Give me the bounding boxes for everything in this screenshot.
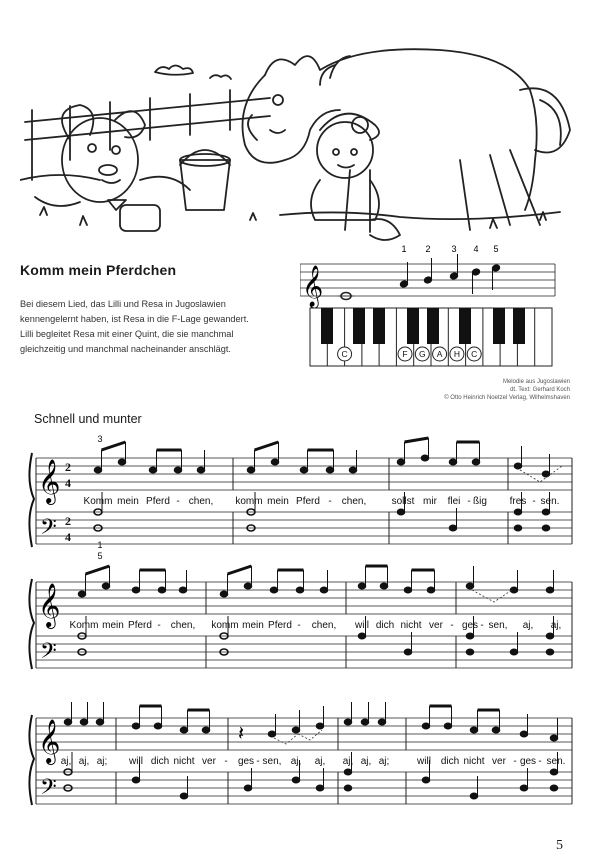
key-label-c-high: C (471, 349, 478, 359)
grand-staff-brace (29, 453, 34, 547)
fingering-number: 1 (97, 540, 103, 550)
key-label-h: H (453, 349, 460, 359)
lyric-syllable: ges (237, 756, 255, 767)
lyric-syllable: dich (375, 620, 395, 631)
lyric-syllable: nicht (463, 756, 485, 767)
bass-clef-icon: 𝄢 (40, 514, 57, 544)
finger-number: 1 (401, 244, 407, 254)
lyric-syllable: Komm (83, 496, 113, 507)
lyric-hyphen: - (157, 620, 161, 631)
intro-line: gleichzeitig und manchmal nacheinander anschlägt. (20, 344, 231, 354)
lyric-hyphen: - (480, 620, 484, 631)
lyric-hyphen: - (538, 756, 542, 767)
mouse-character-drawing (35, 105, 190, 231)
lyric-syllable: will (129, 756, 143, 767)
melody-notes (78, 566, 554, 597)
lyric-syllable: dich (440, 756, 460, 767)
lyric-syllable: mein (242, 620, 264, 631)
intro-text (20, 297, 282, 357)
lyric-syllable: aj, (78, 756, 90, 767)
lyric-syllable: ßig (473, 496, 487, 507)
lyric-syllable: mein (267, 496, 289, 507)
lyric-hyphen: - (256, 756, 260, 767)
lyric-syllable: chen, (170, 620, 196, 631)
time-signature-top: 2 (65, 514, 71, 528)
lyric-syllable: will (355, 620, 369, 631)
fingering-number: 3 (97, 434, 103, 444)
treble-clef-icon: 𝄞 (38, 585, 61, 627)
music-system-3 (28, 700, 576, 820)
lyric-syllable: ver (429, 620, 443, 631)
lyric-syllable: ges (461, 620, 479, 631)
intro-line: Lilli begleitet Resa mit einer Quint, die sie manchmal (20, 329, 234, 339)
lyric-syllable: aj, (360, 756, 372, 767)
treble-clef-icon: 𝄞 (38, 461, 61, 503)
lyric-hyphen: - (450, 620, 454, 631)
lyric-syllable: nicht (173, 756, 195, 767)
cloud-drawing (155, 66, 193, 75)
lyric-hyphen: - (224, 756, 228, 767)
key-label-c-low: C (341, 349, 348, 359)
time-signature-bottom: 4 (65, 476, 71, 490)
key-label-a: A (436, 349, 443, 359)
credit-line: dt. Text: Gerhard Koch (510, 387, 570, 393)
lyric-syllable: will (417, 756, 431, 767)
lyric-syllable: sollst (391, 496, 415, 507)
finger-number: 4 (473, 244, 479, 254)
quarter-rest-icon: 𝄽 (238, 723, 245, 745)
finger-number: 2 (425, 244, 431, 254)
grand-staff-brace (29, 715, 34, 805)
key-label-f: F (402, 349, 408, 359)
grand-staff-brace (29, 579, 34, 669)
time-signature-top: 2 (65, 460, 71, 474)
finger-number: 3 (451, 244, 457, 254)
treble-clef-icon: 𝄞 (302, 266, 324, 307)
music-system-2 (28, 564, 576, 684)
lyric-syllable: aj, (314, 756, 326, 767)
lyric-syllable: aj, (522, 620, 534, 631)
illustration-horse-and-children (20, 30, 580, 245)
lyric-syllable: mein (117, 496, 139, 507)
finger-number: 5 (493, 244, 499, 254)
lyric-syllable: aj; (378, 756, 390, 767)
lyric-hyphen: - (297, 620, 301, 631)
bass-staff (36, 636, 572, 668)
music-system-1 (28, 428, 576, 568)
lyric-hyphen: - (513, 756, 517, 767)
fingering-number: 5 (97, 551, 103, 561)
melody-notes (94, 438, 550, 477)
credit-line: Melodie aus Jugoslawien (502, 379, 570, 385)
lyric-syllable: aj, (342, 756, 354, 767)
lyric-syllable: Pferd (128, 620, 152, 631)
hand-position-diagram (300, 240, 562, 368)
lyric-syllable: komm (211, 620, 239, 631)
whole-note-c (338, 293, 354, 300)
lyric-syllable: aj, (290, 756, 302, 767)
lyric-syllable: fres (509, 496, 527, 507)
time-signature-bottom: 4 (65, 530, 71, 544)
girl-character-drawing (311, 114, 400, 240)
lyric-syllable: sen. (546, 756, 566, 767)
lyric-syllable: dich (150, 756, 170, 767)
lyric-syllable: mir (423, 496, 437, 507)
lyric-syllable: Komm (69, 620, 99, 631)
bass-clef-icon: 𝄢 (40, 774, 57, 804)
lyric-syllable: flei (447, 496, 461, 507)
horse-drawing (243, 49, 571, 232)
intro-line: kennengelernt haben, ist Resa in die F-Lage gewandert. (20, 314, 249, 324)
lyric-syllable: aj, (550, 620, 562, 631)
lyric-syllable: sen. (540, 496, 560, 507)
song-title: Komm mein Pferdchen (20, 262, 177, 278)
treble-clef-icon: 𝄞 (38, 721, 61, 763)
lyric-hyphen: - (467, 496, 471, 507)
credit-line: © Otto Heinrich Noetzel Verlag, Wilhelmshaven (444, 395, 570, 401)
bass-staff (36, 512, 572, 544)
lyric-syllable: nicht (400, 620, 422, 631)
lyric-hyphen: - (328, 496, 332, 507)
bucket-drawing (180, 150, 230, 210)
lyric-syllable: aj, (60, 756, 72, 767)
page-number: 5 (556, 838, 563, 853)
lyric-syllable: sen, (262, 756, 282, 767)
intro-line: Bei diesem Lied, das Lilli und Resa in Jugoslawien (20, 299, 226, 309)
melody-notes (64, 702, 558, 741)
lyric-syllable: Pferd (146, 496, 170, 507)
lyric-syllable: chen, (341, 496, 367, 507)
dotted-interval-line (472, 590, 512, 602)
lyric-syllable: ges (519, 756, 537, 767)
tempo-marking: Schnell und munter (34, 412, 142, 426)
lyric-hyphen: - (532, 496, 536, 507)
song-credits (380, 378, 570, 402)
lyric-syllable: komm (235, 496, 263, 507)
lyric-syllable: Pferd (296, 496, 320, 507)
lyric-syllable: sen, (488, 620, 508, 631)
lyric-syllable: chen, (188, 496, 214, 507)
lyric-syllable: chen, (311, 620, 337, 631)
lyric-syllable: mein (102, 620, 124, 631)
treble-staff (36, 458, 572, 490)
lyric-hyphen: - (176, 496, 180, 507)
bass-clef-icon: 𝄢 (40, 638, 57, 668)
key-label-g: G (418, 349, 426, 359)
lyric-syllable: ver (202, 756, 216, 767)
lyric-syllable: ver (492, 756, 506, 767)
lyric-syllable: Pferd (268, 620, 292, 631)
lyric-syllable: aj; (96, 756, 108, 767)
